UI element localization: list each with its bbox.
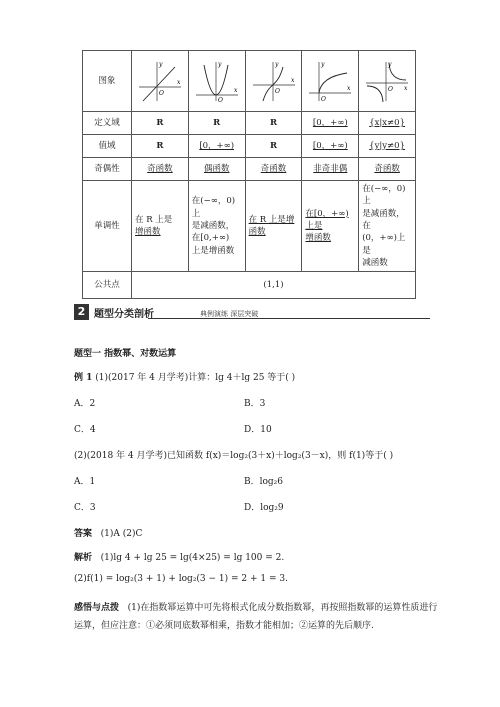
option-a: A．1 [74, 477, 96, 487]
parity-cell: 非奇非偶 [302, 158, 359, 181]
section-subtitle: 典例演练 深层突破 [200, 310, 259, 318]
row-label-parity: 奇偶性 [83, 158, 132, 181]
monotonicity-line: 减函数 [362, 257, 388, 268]
fixed-point-cell: (1,1) [132, 272, 416, 299]
graph-y-equals-x-squared [192, 59, 242, 103]
parity-cell: 奇函数 [132, 158, 189, 181]
graph-cell [188, 51, 245, 112]
example-label: 例 1 [74, 373, 93, 383]
section-banner [74, 304, 430, 322]
range-cell: R [132, 135, 189, 158]
range-cell: {y|y≠0} [359, 135, 416, 158]
example-question-2: (2)(2018 年 4 月学考)已知函数 f(x)＝log₂(3＋x)＋log₂(3－x)，则 f(1)等于( ) [74, 451, 394, 461]
answer-line [74, 526, 142, 539]
origin-label: O [388, 86, 394, 93]
x-axis-label: x [177, 79, 181, 86]
parity-cell: 偶函数 [188, 158, 245, 181]
option-c: C．4 [74, 425, 96, 435]
monotonicity-line: 是减函数，在 [362, 208, 405, 231]
x-axis-label: x [290, 77, 294, 84]
monotonicity-line: 增函数 [135, 227, 161, 238]
graph-y-equals-x [135, 59, 185, 103]
y-axis-label: y [388, 61, 392, 68]
analysis-line-1 [74, 550, 284, 563]
monotonicity-line: 在[0，+∞)上是 [305, 208, 349, 231]
monotonicity-line: 在(−∞，0)上 [191, 196, 236, 219]
analysis-text: (1)lg 4 + lg 25 = lg(4×25) = lg 100 = 2. [100, 553, 285, 563]
monotonicity-line: 是减函数，在[0,+∞) [191, 220, 235, 244]
monotonicity-cell [132, 181, 189, 272]
option-b: B．3 [244, 399, 266, 409]
section-title: 题型分类剖析 [94, 309, 154, 320]
monotonicity-cell [188, 181, 245, 272]
table-row-graph [83, 51, 416, 112]
domain-cell: R [132, 112, 189, 135]
x-axis-label: x [347, 85, 351, 92]
graph-cell [132, 51, 189, 112]
topic-heading: 题型一 指数幂、对数运算 [74, 349, 177, 359]
x-axis-label: x [233, 87, 238, 94]
option-d: D．10 [244, 425, 272, 435]
monotonicity-cell [302, 181, 359, 272]
monotonicity-cell [245, 181, 302, 272]
example-question-1 [74, 370, 295, 383]
row-label-range: 值域 [83, 135, 132, 158]
section-rule [148, 318, 430, 319]
table-row-domain [83, 112, 416, 135]
monotonicity-line: 在 R 上是增 [248, 214, 295, 225]
monotonicity-line: 上是增函数 [191, 245, 235, 256]
graph-cell [245, 51, 302, 112]
table-row-parity [83, 158, 416, 181]
domain-cell: R [245, 112, 302, 135]
monotonicity-cell [359, 181, 416, 272]
domain-cell: [0，+∞) [302, 112, 359, 135]
option-a: A．2 [74, 399, 96, 409]
option-c: C．3 [74, 503, 96, 513]
answer-text: (1)A (2)C [100, 529, 143, 539]
table-row-monotonicity [83, 181, 416, 272]
origin-label: O [321, 96, 327, 103]
row-label-graph: 图象 [83, 51, 132, 112]
y-axis-label: y [159, 61, 163, 68]
row-label-fixed-point: 公共点 [83, 272, 132, 299]
insight-label: 感悟与点拨 [74, 603, 120, 613]
analysis-label: 解析 [74, 553, 93, 563]
y-axis-label: y [274, 61, 278, 68]
graph-y-equals-reciprocal-x [362, 59, 412, 103]
graph-y-equals-x-cubed [249, 59, 299, 103]
origin-label: O [159, 90, 164, 97]
range-cell: [0，+∞) [302, 135, 359, 158]
y-axis-label: y [321, 61, 325, 68]
x-axis-label: x [404, 85, 408, 92]
monotonicity-line: 在 R 上是 [135, 214, 173, 225]
domain-cell: {x|x≠0} [359, 112, 416, 135]
domain-cell: R [188, 112, 245, 135]
y-axis-label: y [217, 61, 222, 68]
option-d: D．log₂9 [244, 503, 284, 513]
analysis-line-2: (2)f(1) = log₂(3 + 1) + log₂(3 − 1) = 2 + 1 = 3. [74, 574, 288, 584]
parity-cell: 奇函数 [359, 158, 416, 181]
origin-label: O [274, 88, 280, 95]
insight-line-2: 运算，但应注意：①必须同底数幂相乘，指数才能相加；②运算的先后顺序. [74, 621, 374, 631]
option-b: B．log₂6 [244, 477, 284, 487]
monotonicity-line: 函数 [248, 227, 266, 238]
range-cell: [0，+∞) [188, 135, 245, 158]
answer-label: 答案 [74, 529, 93, 539]
power-function-table [82, 50, 416, 299]
section-number: 2 [74, 304, 89, 320]
table-row-range [83, 135, 416, 158]
monotonicity-line: 增函数 [305, 233, 331, 244]
parity-cell: 奇函数 [245, 158, 302, 181]
row-label-monotonicity: 单调性 [83, 181, 132, 272]
graph-cell [302, 51, 359, 112]
table-row-fixed-point [83, 272, 416, 299]
monotonicity-line: 在(−∞，0)上 [362, 184, 406, 207]
question-text: (1)(2017 年 4 月学考)计算：lg 4＋lg 25 等于( ) [95, 373, 296, 383]
monotonicity-line: (0，+∞)上是 [362, 233, 406, 256]
graph-cell [359, 51, 416, 112]
origin-label: O [217, 97, 223, 103]
graph-y-equals-sqrt-x [305, 59, 355, 103]
range-cell: R [245, 135, 302, 158]
insight-line-1 [74, 600, 437, 613]
row-label-domain: 定义域 [83, 112, 132, 135]
insight-text: (1)在指数幂运算中可先将根式化成分数指数幂，再按照指数幂的运算性质进行 [127, 603, 438, 613]
